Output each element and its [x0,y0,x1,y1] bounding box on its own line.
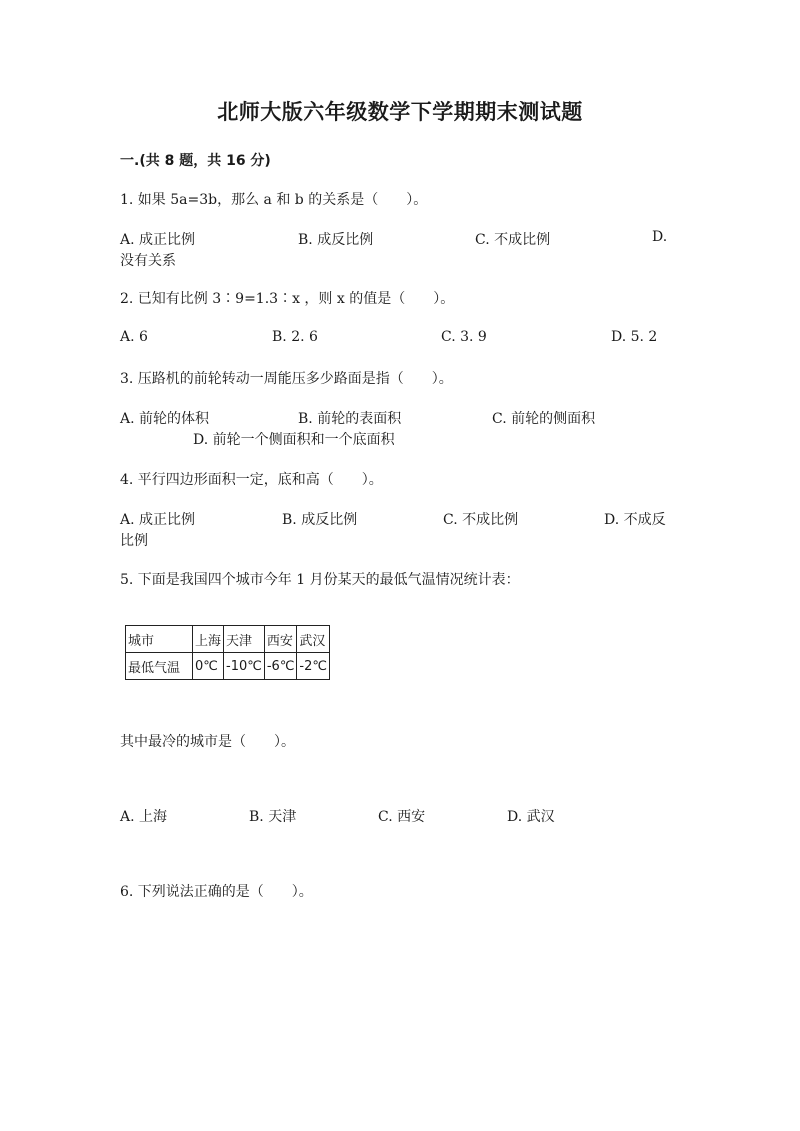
q5-option-b: B. 天津 [249,809,297,825]
q1-option-d-text: 没有关系 [120,253,176,269]
q2-option-a: A. 6 [120,329,148,345]
q1-option-c: C. 不成比例 [475,232,551,248]
q2-option-c: C. 3. 9 [441,329,487,345]
table-cell: 天津 [224,626,265,653]
q2-option-b: B. 2. 6 [272,329,318,345]
question-5-stem: 5. 下面是我国四个城市今年 1 月份某天的最低气温情况统计表： [120,572,520,588]
q1-option-b: B. 成反比例 [298,232,374,248]
q3-option-c: C. 前轮的侧面积 [492,411,596,427]
q5-option-c: C. 西安 [378,809,426,825]
question-4-stem: 4. 平行四边形面积一定，底和高（ ）。 [120,472,383,488]
exam-title: 北师大版六年级数学下学期期末测试题 [217,100,583,124]
question-2-stem: 2. 已知有比例 3∶9=1.3∶x ，则 x 的值是（ ）。 [120,291,455,307]
table-cell: 0℃ [193,653,224,680]
table-cell: -2℃ [297,653,330,680]
question-1-stem: 1. 如果 5a=3b，那么 a 和 b 的关系是（ ）。 [120,192,428,208]
q1-option-d: D. [652,229,668,245]
q5-option-a: A. 上海 [120,809,168,825]
q2-option-d: D. 5. 2 [611,329,658,345]
q4-option-d-text: 比例 [120,533,148,549]
q3-option-d: D. 前轮一个侧面积和一个底面积 [193,432,395,448]
table-row [126,626,330,653]
question-5-followup: 其中最冷的城市是（ ）。 [120,734,295,750]
q4-option-b: B. 成反比例 [282,512,358,528]
temperature-table [125,625,330,680]
q4-option-a: A. 成正比例 [120,512,196,528]
q5-option-d: D. 武汉 [507,809,555,825]
table-row [126,653,330,680]
question-6-stem: 6. 下列说法正确的是（ ）。 [120,884,313,900]
q3-option-a: A. 前轮的体积 [120,411,210,427]
table-cell: 上海 [193,626,224,653]
question-3-stem: 3. 压路机的前轮转动一周能压多少路面是指（ ）。 [120,371,453,387]
q3-option-b: B. 前轮的表面积 [298,411,402,427]
table-cell: -10℃ [224,653,265,680]
q1-option-a: A. 成正比例 [120,232,196,248]
q4-option-c: C. 不成比例 [443,512,519,528]
table-cell: 最低气温 [126,653,193,680]
table-cell: 武汉 [297,626,330,653]
table-cell: 城市 [126,626,193,653]
section-heading: 一.(共 8 题，共 16 分) [120,153,271,169]
q4-option-d: D. 不成反 [604,512,666,528]
table-cell: 西安 [264,626,297,653]
table-cell: -6℃ [264,653,297,680]
